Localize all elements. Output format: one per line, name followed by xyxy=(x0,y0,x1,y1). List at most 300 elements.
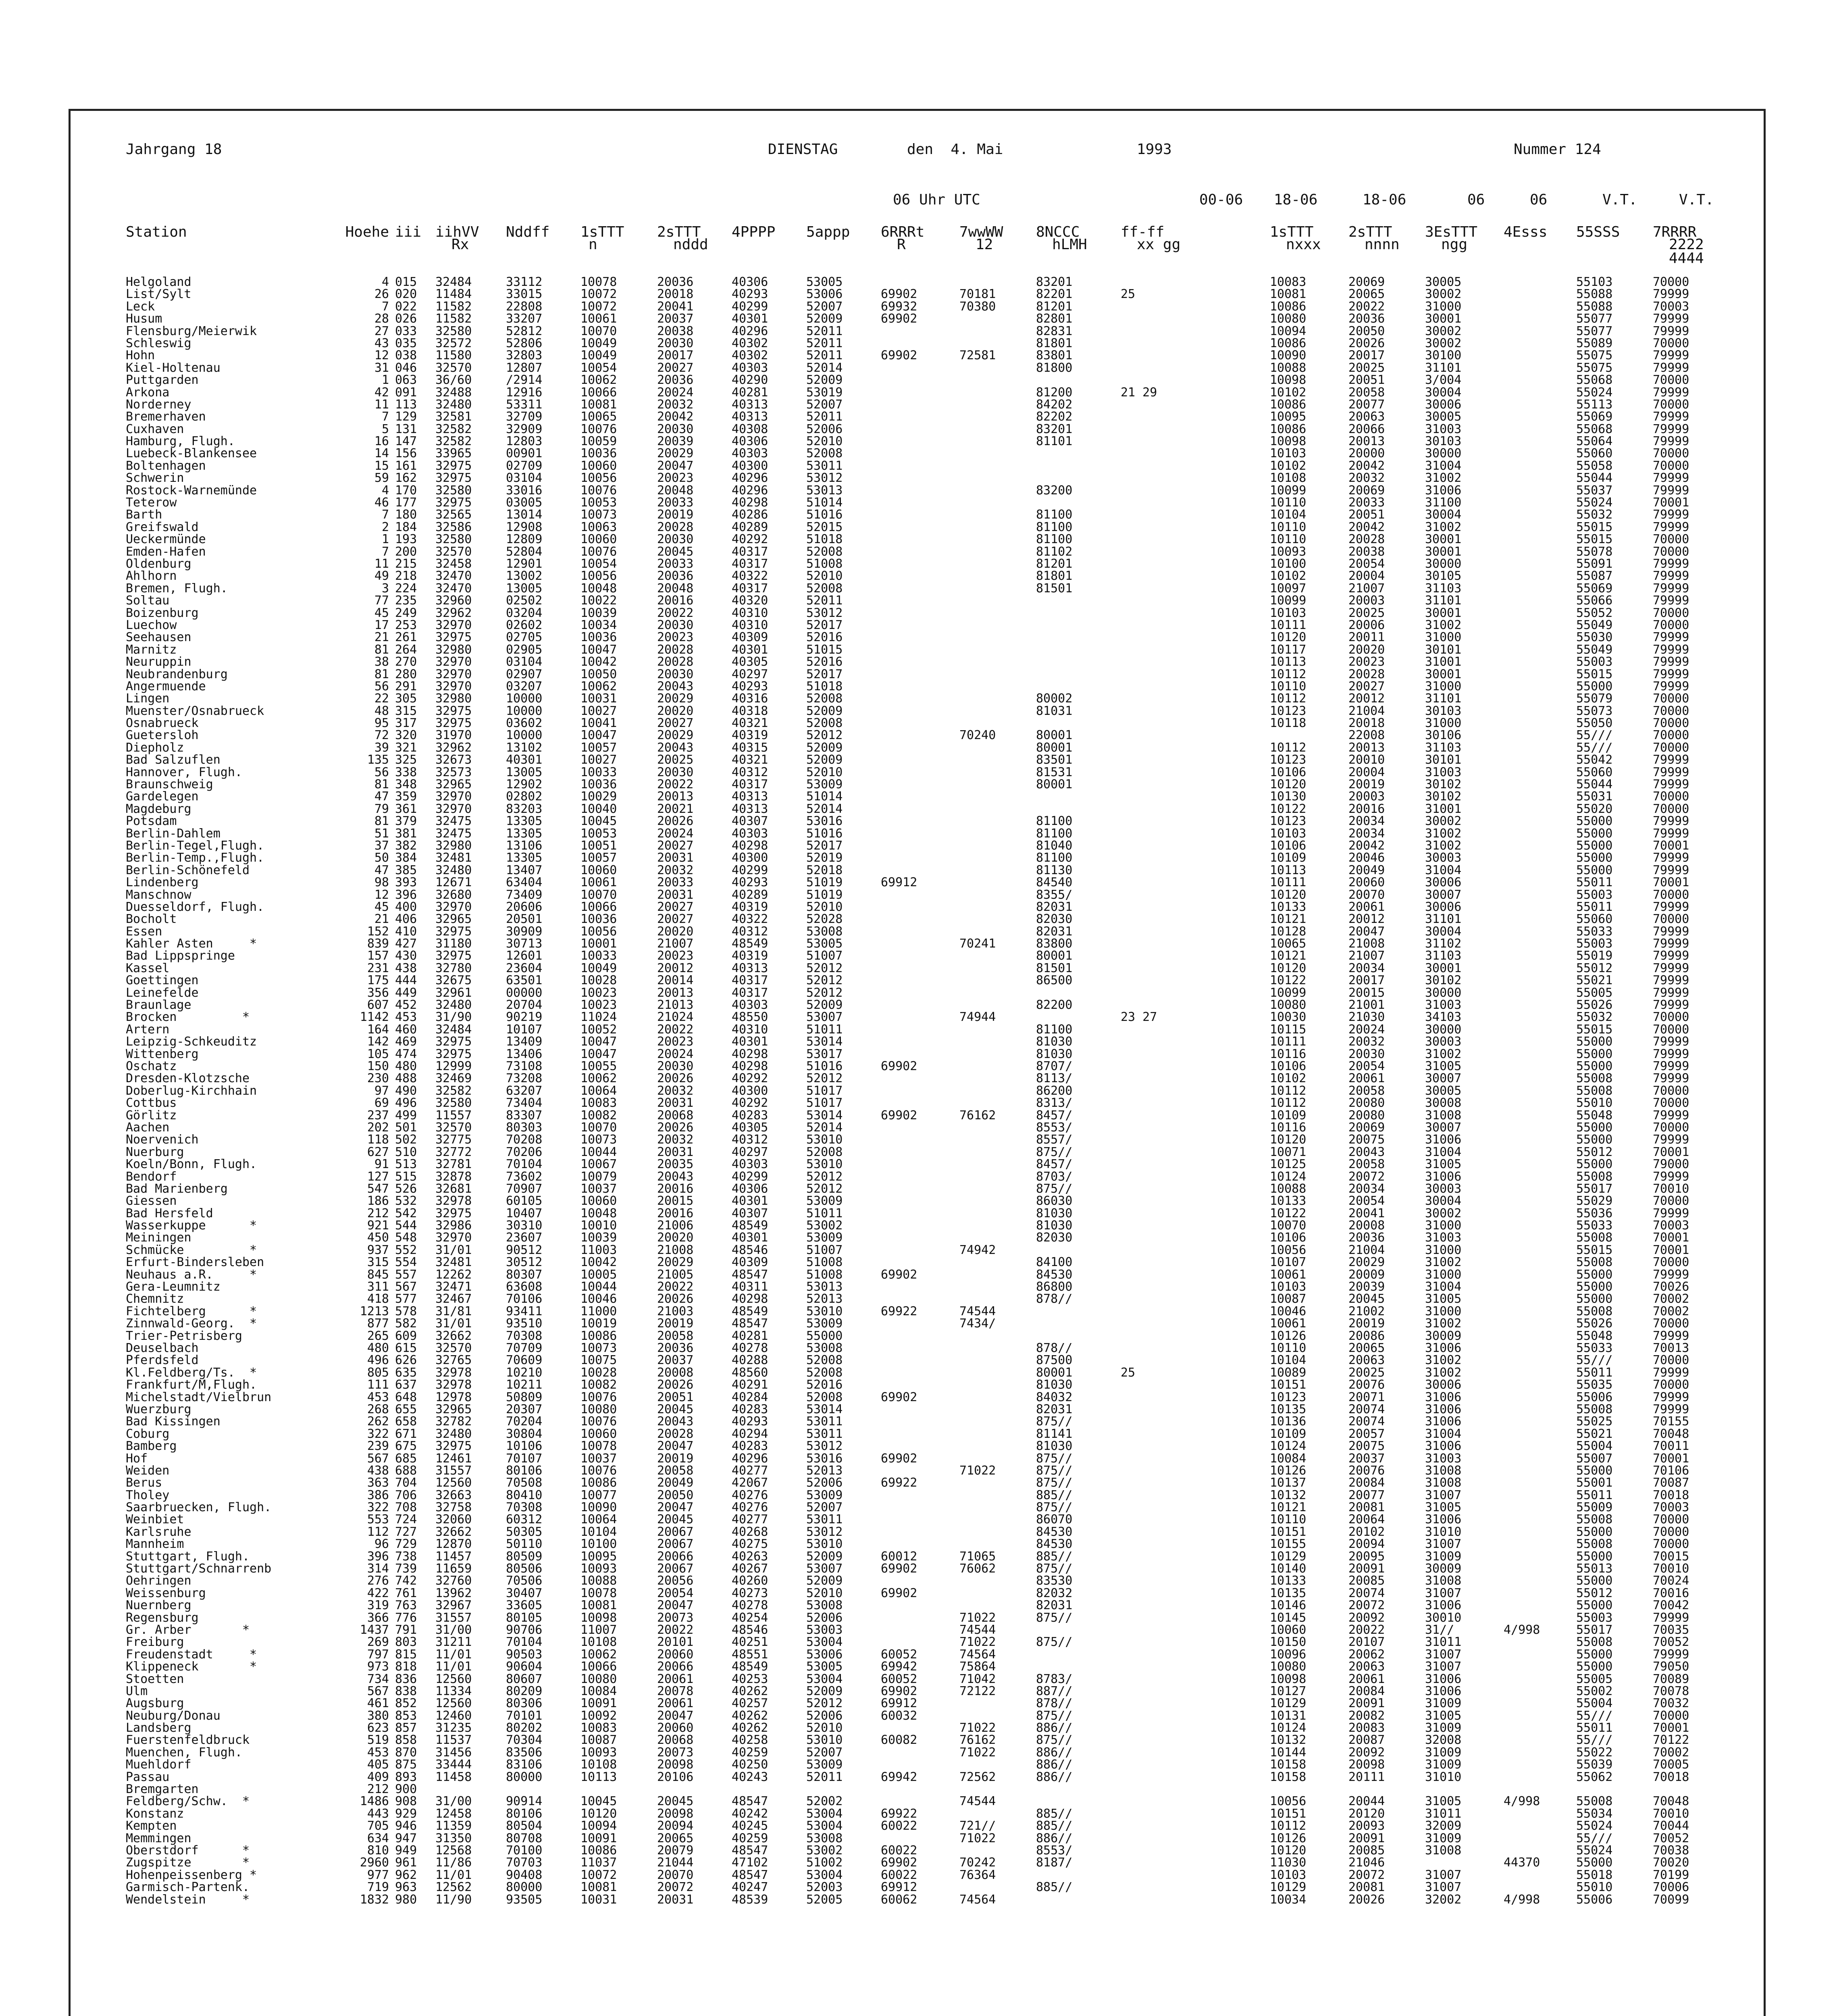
cell-c8nccc: 80001 xyxy=(1036,728,1073,743)
cell-iihvv: 32765 xyxy=(435,1353,472,1368)
cell-c1sttt: 10072 xyxy=(580,299,617,314)
cell-hoehe: 91 xyxy=(374,1157,389,1172)
cell-d7rrrr: 79999 xyxy=(1653,973,1689,988)
cell-d7rrrr: 79999 xyxy=(1653,360,1689,375)
cell-c2sttt: 21003 xyxy=(657,1304,694,1318)
cell-d2sttt: 20084 xyxy=(1348,1476,1385,1490)
table-row xyxy=(0,705,1837,717)
cell-iihvv: 11659 xyxy=(435,1562,472,1576)
cell-d7rrrr: 79999 xyxy=(1653,949,1689,963)
cell-c5appp: 52012 xyxy=(806,1181,843,1196)
cell-station: Zinnwald-Georg. * xyxy=(126,1316,257,1331)
cell-station: Oldenburg xyxy=(126,556,191,571)
cell-d7rrrr: 79999 xyxy=(1653,348,1689,363)
cell-d7rrrr: 70001 xyxy=(1653,875,1689,890)
cell-d55sss: 55060 xyxy=(1576,912,1613,927)
cell-d2sttt: 20006 xyxy=(1348,618,1385,632)
cell-iii: 396 xyxy=(395,887,417,902)
cell-d7rrrr: 70048 xyxy=(1653,1427,1689,1441)
date-label: den 4. Mai xyxy=(907,141,1003,158)
cell-c5appp: 52010 xyxy=(806,900,843,914)
cell-c2sttt: 20016 xyxy=(657,1206,694,1220)
cell-d2sttt: 20065 xyxy=(1348,287,1385,302)
cell-hoehe: 315 xyxy=(367,1255,389,1270)
cell-c1sttt: 11003 xyxy=(580,1243,617,1257)
cell-nddff: 52804 xyxy=(506,544,543,559)
cell-hoehe: 627 xyxy=(367,1145,389,1159)
cell-c6rrrt: 69902 xyxy=(881,1684,917,1698)
cell-d1sttt: 10115 xyxy=(1270,1022,1306,1037)
cell-station: Stuttgart/Schnarrenb xyxy=(126,1562,272,1576)
cell-d55sss: 55000 xyxy=(1576,863,1613,877)
table-row xyxy=(0,362,1837,374)
cell-c1sttt: 10062 xyxy=(580,373,617,387)
cell-d3estt: 31008 xyxy=(1425,1476,1462,1490)
cell-c4pppp: 48549 xyxy=(732,1304,768,1318)
cell-c1sttt: 10045 xyxy=(580,814,617,829)
cell-station: Deuselbach xyxy=(126,1341,199,1355)
cell-c8nccc: 875// xyxy=(1036,1562,1073,1576)
cell-d1sttt: 10098 xyxy=(1270,434,1306,449)
cell-c4pppp: 40320 xyxy=(732,594,768,608)
cell-iihvv: 12671 xyxy=(435,875,472,890)
cell-c2sttt: 20079 xyxy=(657,1843,694,1858)
cell-d3estt: 31101 xyxy=(1425,360,1462,375)
cell-c8nccc: 885// xyxy=(1036,1819,1073,1833)
cell-c2sttt: 20066 xyxy=(657,1549,694,1564)
column-header-station: Station xyxy=(126,224,187,240)
cell-hoehe: 877 xyxy=(367,1316,389,1331)
cell-c6rrrt: 69942 xyxy=(881,1660,917,1674)
table-row xyxy=(0,1894,1837,1906)
cell-hoehe: 12 xyxy=(374,348,389,363)
cell-c4pppp: 40296 xyxy=(732,1451,768,1466)
cell-c8nccc: 82032 xyxy=(1036,1586,1073,1600)
cell-c4pppp: 40283 xyxy=(732,1439,768,1454)
cell-station: Leipzig-Schkeuditz xyxy=(126,1035,257,1049)
cell-d1sttt: 10109 xyxy=(1270,851,1306,865)
cell-d7rrrr: 70000 xyxy=(1653,1120,1689,1135)
cell-hoehe: 977 xyxy=(367,1868,389,1882)
cell-d3estt: 31001 xyxy=(1425,655,1462,669)
cell-station: Fichtelberg * xyxy=(126,1304,257,1318)
cell-d7rrrr: 70089 xyxy=(1653,1672,1689,1686)
cell-c6rrrt: 60052 xyxy=(881,1647,917,1662)
cell-station: Memmingen xyxy=(126,1831,191,1845)
cell-iii: 791 xyxy=(395,1622,417,1637)
cell-c1sttt: 10076 xyxy=(580,544,617,559)
cell-station: Seehausen xyxy=(126,630,191,645)
cell-c2sttt: 20033 xyxy=(657,496,694,510)
table-row xyxy=(0,1195,1837,1207)
cell-d1sttt: 10146 xyxy=(1270,1598,1306,1613)
cell-c1sttt: 10057 xyxy=(580,740,617,755)
cell-iihvv: 32475 xyxy=(435,814,472,829)
table-row xyxy=(0,1857,1837,1869)
cell-c5appp: 53008 xyxy=(806,1341,843,1355)
cell-hoehe: 16 xyxy=(374,434,389,449)
cell-d55sss: 55004 xyxy=(1576,1439,1613,1454)
cell-c7wwww: 74564 xyxy=(959,1892,996,1907)
cell-d7rrrr: 70001 xyxy=(1653,1243,1689,1257)
cell-d55sss: 55012 xyxy=(1576,1586,1613,1600)
cell-d55sss: 55005 xyxy=(1576,985,1613,1000)
cell-nddff: 12803 xyxy=(506,434,543,449)
cell-hoehe: 59 xyxy=(374,471,389,485)
cell-c7wwww: 7434/ xyxy=(959,1316,996,1331)
cell-station: Muehldorf xyxy=(126,1758,191,1772)
cell-d1sttt: 10093 xyxy=(1270,544,1306,559)
cell-d2sttt: 20004 xyxy=(1348,569,1385,583)
cell-c5appp: 51018 xyxy=(806,532,843,547)
cell-station: Erfurt-Bindersleben xyxy=(126,1255,264,1270)
cell-d7rrrr: 79999 xyxy=(1653,471,1689,485)
table-row xyxy=(0,1514,1837,1526)
cell-c8nccc: 83800 xyxy=(1036,937,1073,951)
cell-c5appp: 52010 xyxy=(806,569,843,583)
cell-d1sttt: 10133 xyxy=(1270,1194,1306,1208)
table-row xyxy=(0,1538,1837,1550)
cell-d2sttt: 20082 xyxy=(1348,1708,1385,1723)
cell-hoehe: 14 xyxy=(374,446,389,461)
cell-c8nccc: 86800 xyxy=(1036,1280,1073,1294)
cell-c2sttt: 20098 xyxy=(657,1758,694,1772)
cell-d3estt: 30003 xyxy=(1425,1181,1462,1196)
cell-d55sss: 55011 xyxy=(1576,1365,1613,1380)
cell-c8nccc: 84530 xyxy=(1036,1267,1073,1282)
cell-nddff: 70308 xyxy=(506,1500,543,1515)
cell-c1sttt: 10076 xyxy=(580,1463,617,1478)
cell-d7rrrr: 79999 xyxy=(1653,520,1689,534)
cell-d7rrrr: 70000 xyxy=(1653,373,1689,387)
cell-c1sttt: 10037 xyxy=(580,1451,617,1466)
cell-d2sttt: 21030 xyxy=(1348,1010,1385,1025)
cell-d1sttt: 10136 xyxy=(1270,1414,1306,1429)
cell-c5appp: 52010 xyxy=(806,434,843,449)
cell-c1sttt: 10070 xyxy=(580,1120,617,1135)
cell-iii: 264 xyxy=(395,642,417,657)
cell-c1sttt: 10086 xyxy=(580,1843,617,1858)
cell-d55sss: 55000 xyxy=(1576,1059,1613,1073)
cell-c5appp: 52008 xyxy=(806,716,843,731)
table-row xyxy=(0,1599,1837,1612)
cell-station: Hamburg, Flugh. xyxy=(126,434,235,449)
cell-c4pppp: 40251 xyxy=(732,1635,768,1649)
cell-c4pppp: 40275 xyxy=(732,1537,768,1552)
cell-nddff: 70100 xyxy=(506,1843,543,1858)
cell-c2sttt: 21024 xyxy=(657,1010,694,1025)
cell-d2sttt: 20018 xyxy=(1348,716,1385,731)
cell-c2sttt: 20045 xyxy=(657,544,694,559)
cell-iii: 727 xyxy=(395,1524,417,1539)
cell-c4pppp: 40291 xyxy=(732,1378,768,1392)
cell-c4pppp: 40322 xyxy=(732,569,768,583)
cell-d55sss: 55050 xyxy=(1576,716,1613,731)
cell-c4pppp: 40288 xyxy=(732,1353,768,1368)
cell-d1sttt: 10112 xyxy=(1270,1819,1306,1833)
cell-d1sttt: 10061 xyxy=(1270,1316,1306,1331)
cell-c8nccc: 84530 xyxy=(1036,1524,1073,1539)
cell-d3estt: 31000 xyxy=(1425,1218,1462,1233)
cell-d7rrrr: 79999 xyxy=(1653,312,1689,326)
cell-d2sttt: 20030 xyxy=(1348,1047,1385,1061)
cell-nddff: 10407 xyxy=(506,1206,543,1220)
cell-d2sttt: 20011 xyxy=(1348,630,1385,645)
cell-d55sss: 55015 xyxy=(1576,667,1613,681)
cell-d1sttt: 10080 xyxy=(1270,312,1306,326)
table-row xyxy=(0,1158,1837,1170)
cell-c1sttt: 10056 xyxy=(580,569,617,583)
cell-d2sttt: 21004 xyxy=(1348,704,1385,718)
cell-d55sss: 55087 xyxy=(1576,569,1613,583)
cell-d1sttt: 10111 xyxy=(1270,875,1306,890)
cell-iihvv: 13962 xyxy=(435,1586,472,1600)
cell-station: Görlitz xyxy=(126,1108,177,1123)
cell-iihvv: 32484 xyxy=(435,275,472,289)
cell-c8nccc: 885// xyxy=(1036,1806,1073,1821)
cell-d2sttt: 20049 xyxy=(1348,863,1385,877)
cell-c5appp: 53010 xyxy=(806,1157,843,1172)
cell-hoehe: 28 xyxy=(374,312,389,326)
cell-iihvv: 32970 xyxy=(435,679,472,694)
cell-c8nccc: 81800 xyxy=(1036,360,1073,375)
cell-c2sttt: 20026 xyxy=(657,814,694,829)
table-row xyxy=(0,570,1837,582)
cell-d55sss: 55077 xyxy=(1576,324,1613,338)
column-header-c6rrrt: 6RRRt xyxy=(881,224,925,240)
cell-c8nccc: 81100 xyxy=(1036,814,1073,829)
cell-nddff: 32709 xyxy=(506,410,543,424)
cell-nddff: 80410 xyxy=(506,1488,543,1502)
cell-hoehe: 118 xyxy=(367,1133,389,1147)
cell-d7rrrr: 70003 xyxy=(1653,1218,1689,1233)
cell-c8nccc: 81100 xyxy=(1036,520,1073,534)
cell-d3estt: 31002 xyxy=(1425,471,1462,485)
table-row xyxy=(0,889,1837,901)
cell-iii: 554 xyxy=(395,1255,417,1270)
cell-d7rrrr: 79999 xyxy=(1653,1647,1689,1662)
cell-d55sss: 55010 xyxy=(1576,1880,1613,1895)
table-row xyxy=(0,975,1837,987)
cell-d3estt: 31103 xyxy=(1425,949,1462,963)
cell-iii: 453 xyxy=(395,1010,417,1025)
cell-c6rrrt: 60022 xyxy=(881,1843,917,1858)
cell-iihvv: 32673 xyxy=(435,753,472,767)
cell-hoehe: 311 xyxy=(367,1280,389,1294)
cell-d55sss: 55033 xyxy=(1576,1341,1613,1355)
cell-hoehe: 366 xyxy=(367,1610,389,1625)
cell-nddff: 10000 xyxy=(506,691,543,706)
group-header-vt1: V.T. xyxy=(1602,192,1637,208)
cell-iihvv: 32975 xyxy=(435,458,472,473)
cell-station: Bremerhaven xyxy=(126,410,206,424)
cell-iihvv: 11/01 xyxy=(435,1647,472,1662)
cell-d55sss: 55005 xyxy=(1576,1672,1613,1686)
cell-d1sttt: 10083 xyxy=(1270,275,1306,289)
cell-d7rrrr: 70035 xyxy=(1653,1622,1689,1637)
cell-d55sss: 55073 xyxy=(1576,704,1613,718)
table-row xyxy=(0,950,1837,962)
cell-d55sss: 55049 xyxy=(1576,642,1613,657)
cell-c2sttt: 20027 xyxy=(657,838,694,853)
cell-iihvv: 32965 xyxy=(435,1402,472,1416)
cell-iihvv: 31350 xyxy=(435,1831,472,1845)
column-subheader-c1sttt: n xyxy=(589,236,597,253)
cell-c1sttt: 10048 xyxy=(580,581,617,596)
cell-c7wwww: 76062 xyxy=(959,1562,996,1576)
cell-station: Neubrandenburg xyxy=(126,667,228,681)
cell-nddff: 30713 xyxy=(506,937,543,951)
cell-c1sttt: 10087 xyxy=(580,1733,617,1747)
cell-d7rrrr: 79999 xyxy=(1653,1047,1689,1061)
cell-c1sttt: 10062 xyxy=(580,679,617,694)
cell-d55sss: 55077 xyxy=(1576,312,1613,326)
cell-c1sttt: 10046 xyxy=(580,1292,617,1306)
cell-d3estt: 30000 xyxy=(1425,1022,1462,1037)
table-row xyxy=(0,1502,1837,1514)
cell-c8nccc: 81801 xyxy=(1036,569,1073,583)
cell-d2sttt: 20086 xyxy=(1348,1329,1385,1343)
cell-d1sttt: 10104 xyxy=(1270,508,1306,522)
cell-iii: 317 xyxy=(395,716,417,731)
cell-iihvv: 32480 xyxy=(435,998,472,1012)
cell-c7wwww: 74944 xyxy=(959,1010,996,1025)
cell-hoehe: 21 xyxy=(374,912,389,927)
cell-c8nccc: 81030 xyxy=(1036,1218,1073,1233)
cell-nddff: 20307 xyxy=(506,1402,543,1416)
table-row xyxy=(0,1097,1837,1109)
cell-d55sss: 55015 xyxy=(1576,532,1613,547)
cell-d3estt: 30102 xyxy=(1425,973,1462,988)
cell-station: Boltenhagen xyxy=(126,458,206,473)
cell-nddff: 50809 xyxy=(506,1390,543,1404)
cell-c1sttt: 10072 xyxy=(580,287,617,302)
cell-d3estt: 30004 xyxy=(1425,1194,1462,1208)
table-row xyxy=(0,1244,1837,1256)
cell-station: Kiel-Holtenau xyxy=(126,360,221,375)
cell-hoehe: 45 xyxy=(374,900,389,914)
cell-hoehe: 135 xyxy=(367,753,389,767)
cell-c4pppp: 40312 xyxy=(732,924,768,939)
cell-c4pppp: 40289 xyxy=(732,520,768,534)
cell-c2sttt: 20036 xyxy=(657,569,694,583)
cell-hoehe: 56 xyxy=(374,679,389,694)
cell-c7wwww: 76364 xyxy=(959,1868,996,1882)
cell-c8nccc: 84032 xyxy=(1036,1390,1073,1404)
cell-nddff: 70308 xyxy=(506,1329,543,1343)
cell-station: Karlsruhe xyxy=(126,1524,191,1539)
cell-c6rrrt: 60022 xyxy=(881,1868,917,1882)
cell-c2sttt: 20022 xyxy=(657,1280,694,1294)
cell-d7rrrr: 79999 xyxy=(1653,814,1689,829)
table-row xyxy=(0,1428,1837,1440)
cell-c7wwww: 71042 xyxy=(959,1672,996,1686)
cell-station: Konstanz xyxy=(126,1806,184,1821)
cell-d2sttt: 20019 xyxy=(1348,1316,1385,1331)
cell-c8nccc: 81102 xyxy=(1036,544,1073,559)
cell-d55sss: 55/// xyxy=(1576,728,1613,743)
cell-iihvv: 31180 xyxy=(435,937,472,951)
cell-station: Chemnitz xyxy=(126,1292,184,1306)
cell-c2sttt: 20024 xyxy=(657,826,694,841)
cell-d3estt: 31002 xyxy=(1425,1255,1462,1270)
table-row xyxy=(0,1404,1837,1416)
cell-station: Giessen xyxy=(126,1194,177,1208)
cell-hoehe: 319 xyxy=(367,1598,389,1613)
cell-d7rrrr: 70000 xyxy=(1653,397,1689,412)
cell-d1sttt: 10106 xyxy=(1270,838,1306,853)
cell-c8nccc: 878// xyxy=(1036,1292,1073,1306)
table-row xyxy=(0,1795,1837,1808)
cell-d3estt: 30007 xyxy=(1425,887,1462,902)
cell-station: Berlin-Dahlem xyxy=(126,826,221,841)
column-header-c5appp: 5appp xyxy=(806,224,850,240)
table-row xyxy=(0,1208,1837,1220)
cell-iihvv: 32961 xyxy=(435,985,472,1000)
cell-iii: 857 xyxy=(395,1721,417,1735)
cell-d55sss: 55078 xyxy=(1576,544,1613,559)
cell-c8nccc: 84540 xyxy=(1036,875,1073,890)
table-row xyxy=(0,877,1837,889)
weekday-label: DIENSTAG xyxy=(768,141,838,158)
cell-d2sttt: 20091 xyxy=(1348,1562,1385,1576)
cell-c4pppp: 40310 xyxy=(732,618,768,632)
cell-hoehe: 38 xyxy=(374,655,389,669)
cell-c2sttt: 20031 xyxy=(657,1145,694,1159)
cell-c2sttt: 20047 xyxy=(657,1500,694,1515)
cell-hoehe: 496 xyxy=(367,1353,389,1368)
cell-c4pppp: 40313 xyxy=(732,961,768,975)
cell-d3estt: 31002 xyxy=(1425,520,1462,534)
cell-d7rrrr: 70020 xyxy=(1653,1856,1689,1870)
cell-c5appp: 53012 xyxy=(806,471,843,485)
cell-d3estt: 31000 xyxy=(1425,299,1462,314)
cell-c8nccc: 83201 xyxy=(1036,422,1073,436)
cell-c8nccc: 81100 xyxy=(1036,851,1073,865)
cell-iii: 675 xyxy=(395,1439,417,1454)
cell-c4pppp: 40298 xyxy=(732,1059,768,1073)
cell-c2sttt: 20026 xyxy=(657,1120,694,1135)
cell-d2sttt: 20092 xyxy=(1348,1745,1385,1760)
cell-hoehe: 262 xyxy=(367,1414,389,1429)
cell-c5appp: 52016 xyxy=(806,630,843,645)
cell-d7rrrr: 79999 xyxy=(1653,1108,1689,1123)
cell-d2sttt: 20058 xyxy=(1348,1157,1385,1172)
cell-d1sttt: 10131 xyxy=(1270,1708,1306,1723)
cell-d55sss: 55008 xyxy=(1576,1169,1613,1184)
cell-c1sttt: 10027 xyxy=(580,704,617,718)
cell-c1sttt: 10019 xyxy=(580,1316,617,1331)
cell-station: Berus xyxy=(126,1476,162,1490)
cell-c2sttt: 20027 xyxy=(657,912,694,927)
column-header-c8nccc: 8NCCC xyxy=(1036,224,1080,240)
cell-d55sss: 55021 xyxy=(1576,973,1613,988)
cell-c4pppp: 40293 xyxy=(732,679,768,694)
cell-nddff: 20704 xyxy=(506,998,543,1012)
cell-iihvv: 32970 xyxy=(435,618,472,632)
cell-c4pppp: 40303 xyxy=(732,998,768,1012)
column-header-d4esss: 4Esss xyxy=(1504,224,1548,240)
cell-c1sttt: 10047 xyxy=(580,642,617,657)
cell-c8nccc: 81030 xyxy=(1036,1047,1073,1061)
cell-d3estt: 30001 xyxy=(1425,532,1462,547)
cell-c1sttt: 10054 xyxy=(580,556,617,571)
cell-iii: 853 xyxy=(395,1708,417,1723)
cell-c2sttt: 20017 xyxy=(657,348,694,363)
cell-c8nccc: 885// xyxy=(1036,1880,1073,1895)
cell-iihvv: 32586 xyxy=(435,520,472,534)
cell-d1sttt: 10113 xyxy=(1270,655,1306,669)
